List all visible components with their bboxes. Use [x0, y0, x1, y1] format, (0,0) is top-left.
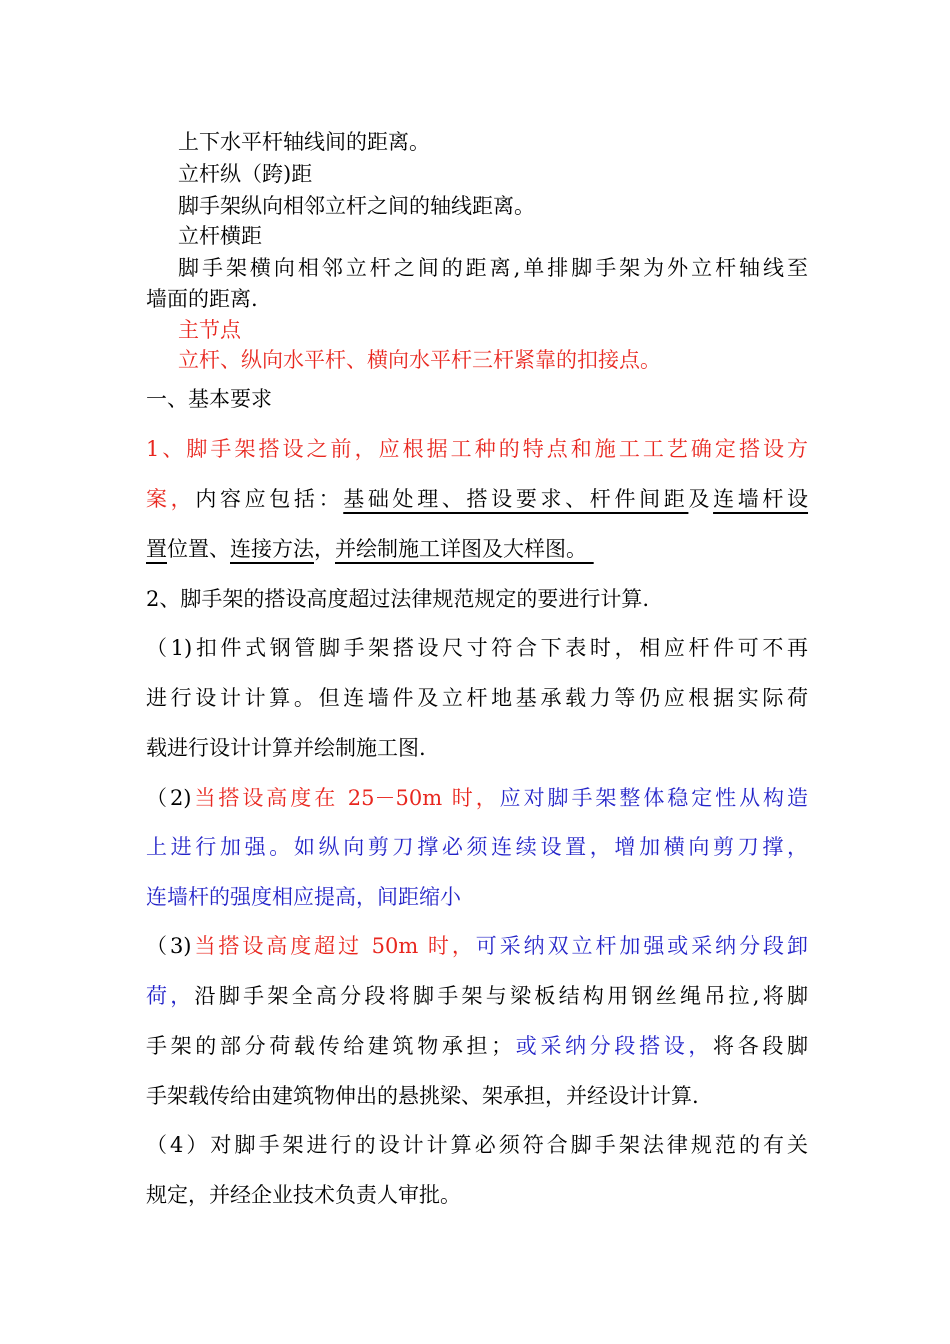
sub3-line-b [146, 981, 808, 1011]
item1-underlined-text: 并绘制施工详图及大样图。 [335, 537, 587, 561]
sub3-red-text: 当搭设高度超过 50m 时， [191, 934, 476, 958]
item1-text: 内容应包括： [195, 487, 344, 511]
item1-underlined-text: 连接方法 [230, 537, 314, 561]
definition-main-node: 立杆、纵向水平杆、横向水平杆三杆紧靠的扣接点。 [178, 348, 661, 372]
sub2-line-c: 连墙杆的强度相应提高，间距缩小 [146, 885, 461, 909]
sub1-line-c: 载进行设计计算并绘制施工图. [146, 736, 426, 760]
sub3-line-c [146, 1031, 808, 1061]
sub2-blue-text: 应对脚手架整体稳定性从构造 [499, 786, 808, 810]
item1-text: 位置、 [167, 537, 230, 561]
item1-underlined-text: 连墙杆设 [713, 487, 809, 511]
item1-line-a: 1、脚手架搭设之前，应根据工种的特点和施工工艺确定搭设方 [146, 437, 808, 461]
definition-transverse-spacing-cont: 墙面的距离. [146, 287, 258, 311]
item1-line-b [146, 484, 808, 514]
definition-transverse-spacing: 脚手架横向相邻立杆之间的距离,单排脚手架为外立杆轴线至 [178, 256, 808, 280]
sub3-line-d: 手架载传给由建筑物伸出的悬挑梁、架承担，并经设计计算. [146, 1084, 699, 1108]
sub3-blue-text: 荷， [146, 984, 195, 1008]
sub3-line-a [146, 931, 808, 961]
sub2-prefix: （2) [146, 786, 192, 810]
sub3-blue-text: 或采纳分段搭设， [512, 1034, 714, 1058]
item1-red-text: 案， [146, 487, 196, 511]
sub3-text: 将各段脚 [713, 1034, 809, 1058]
definition-longitudinal-spacing: 脚手架纵向相邻立杆之间的轴线距离。 [178, 194, 535, 218]
section-title: 一、基本要求 [146, 387, 272, 411]
sub1-line-b: 进行设计计算。但连墙件及立杆地基承载力等仍应根据实际荷 [146, 686, 808, 710]
sub1-line-a: （1)扣件式钢管脚手架搭设尺寸符合下表时，相应杆件可不再 [146, 636, 808, 660]
sub2-line-b: 上进行加强。如纵向剪刀撑必须连续设置，增加横向剪刀撑， [146, 835, 808, 859]
sub3-text: 手架的部分荷载传给建筑物承担； [146, 1034, 513, 1058]
sub4-line-a: （4）对脚手架进行的设计计算必须符合脚手架法律规范的有关 [146, 1133, 808, 1157]
item1-text: 及 [688, 487, 714, 511]
sub3-prefix: （3) [146, 934, 192, 958]
term-main-node: 主节点 [178, 318, 241, 342]
term-transverse-spacing: 立杆横距 [178, 224, 262, 248]
item1-text: ， [314, 537, 335, 561]
item1-underlined-text: 基础处理、搭设要求、杆件间距 [343, 487, 689, 511]
term-longitudinal-spacing: 立杆纵（跨)距 [178, 162, 313, 186]
sub2-line-a [146, 783, 808, 813]
sub3-text: 沿脚手架全高分段将脚手架与梁板结构用钢丝绳吊拉,将脚 [194, 984, 808, 1008]
underline-trail [587, 534, 609, 564]
definition-line: 上下水平杆轴线间的距离。 [178, 130, 430, 154]
item1-underlined-text: 置 [146, 537, 167, 561]
sub3-blue-text: 可采纳双立杆加强或采纳分段卸 [475, 934, 808, 958]
sub4-line-b: 规定，并经企业技术负责人审批。 [146, 1183, 461, 1207]
sub2-red-text: 当搭设高度在 25－50m 时， [191, 786, 500, 810]
item2-line: 2、脚手架的搭设高度超过法律规范规定的要进行计算. [146, 587, 650, 611]
item1-line-c [146, 534, 808, 564]
